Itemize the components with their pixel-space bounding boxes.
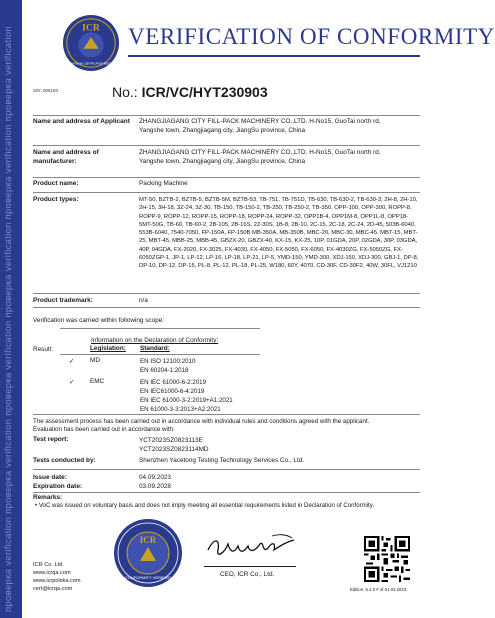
product-types-label: Product types: [33,196,79,203]
applicant-label: Name and address of Applicant [33,118,130,125]
side-band-text: проверка verification проверка verification проверка verification проверка verification проверка verification проверка verification [3,26,14,612]
side-band [0,0,22,618]
remarks-bullet: • VoC was issued on voluntary basis and does not imply meeting all essential requirements listed in Declaration of Conformity. [35,502,375,509]
footer-contact [33,561,81,593]
footer-website-2[interactable]: www.icrpolska.com [33,578,81,584]
legislation-emc: EMC [90,378,105,385]
test-report-2: YCT2023SZ0823114MD [139,446,209,453]
standard-emc-4: EN 61000-3-3:2013+A2:2021 [140,406,221,413]
standard-md-2: EN 60204-1:2018 [140,367,189,374]
qr-code[interactable] [364,536,410,582]
divider [33,492,420,493]
trademark-value: n/a [139,297,148,304]
divider [33,192,420,193]
declaration-reference: Information on the Declaration of Conformity: [91,337,219,344]
certificate-number-label: No.: [112,84,142,100]
seal-ring-text: CONFORMITY VERIFIED [124,575,172,580]
divider [33,293,420,294]
divider [33,469,420,470]
assessment-text-2: Evaluation has been carried out in accordance with: [33,426,175,433]
divider [33,177,420,178]
seal-text: ICR [139,535,157,545]
standard-md-1: EN ISO 12100:2010 [140,358,196,365]
manufacturer-value: ZHANGJIAGANG CITY FILL-PACK MACHINERY CO.,LTD. H-No15, GuoTai north rd, Yangshe town, Zhangjiagang city, JiangSu province, China [139,149,381,165]
applicant-value: ZHANGJIAGANG CITY FILL-PACK MACHINERY CO.,LTD. H-No15, GuoTai north rd, Yangshe town, Zhangjiagang city, JiangSu province, China [139,118,381,134]
product-name-label: Product name: [33,180,79,187]
legislation-md: MD [90,357,100,364]
standard-emc-2: EN IEC61000-6-4:2019 [140,388,205,395]
header-divider [128,55,420,57]
certificate-number-value: ICR/VC/HYT230903 [141,84,268,100]
divider [33,115,420,116]
signature-line [204,566,296,567]
remarks-heading: Remarks: [33,494,63,501]
standard-header: Standard: [140,345,170,352]
tests-conducted-value: Shenzhen Yacetong Testing Technology Services Co., Ltd. [139,457,305,464]
certificate-number [112,84,268,100]
conformity-seal [112,517,184,589]
serial-number: S/N: 006193 [33,88,59,93]
check-icon: ✓ [69,379,75,386]
footer-website-1[interactable]: www.icrqa.com [33,570,71,576]
footer-company: ICR Co. Ltd. [33,562,64,568]
test-report-label: Test report: [33,436,69,443]
tests-conducted-label: Tests conducted by: [33,457,96,464]
edition-note: Edition: 5.1.0 # of 01.03.2023 [350,587,407,592]
signature [200,528,300,564]
expiration-date-label: Expiration date: [33,483,83,490]
divider [33,307,420,308]
divider [60,328,260,329]
page-title: VERIFICATION OF CONFORMITY [128,24,495,49]
logo-text: ICR [82,22,100,34]
logo-subtext: INTERNATIONAL CERTIFICATION REGISTRAR [63,62,119,66]
test-report-1: YCT2023SZ0823113E [139,437,203,444]
manufacturer-label: Name and address of manufacturer: [33,149,99,165]
scope-title: Verification was carried within following scope: [33,317,165,324]
assessment-text-1: The assessment process has been carried out in accordance with individual rules and conditions agreed with the applicant. [33,418,370,425]
issue-date-value: 04.09.2023 [139,474,171,481]
divider [33,145,420,146]
icr-logo [62,14,120,72]
divider [33,414,420,415]
product-name-value: Packing Machine [139,180,188,187]
standard-emc-1: EN IEC 61000-6-2:2019 [140,379,207,386]
trademark-label: Product trademark: [33,297,93,304]
result-label: Result: [33,346,53,353]
signatory-title: CEO, ICR Co., Ltd. [220,571,275,578]
standard-emc-3: EN IEC 61000-3-2:2019+A1:2021 [140,397,233,404]
legislation-header: Legislation: [90,345,126,352]
product-types-value: MT-50, BZTB-2, BZTB-5, BZTB-5M, BZTB-53, TB-751, TB-751D, TB-630, TB-630-2, TB-630-3, 2H-8, 2H-10, 2H-15, 3H-18, 3Z-24, 3Z-30, TB-150, TB-150-2, TB-250, TB-250-2, TB-350, OPP-100, OPP-300, ROPP-8, ROPP-9, ROPP-12, ROPP-15, ROPP-18, ROPP-24, ROPP-32, OPP1B-4, OPP1M-8, OPP1L-8, OPP18-5MT-50G, TB-60, TB-60-2, 2B-105, 2B-16S, 2Z-30S, 1B-8, 2B-10, 2C-15, 2C-18, 2C-24, 2D-45, 503B-6040, 553B-6040, 7540-7050, FP-150A, FP-150B MB-350A, MB-350B, MBC-20, MBC-30, MBC-45, MBT-15, MBT-25, MBT-45, MBB-25, MBB-45, GBZX-20, GBZX-40, KX-15, KX-25, 10P, 01GDA, 20P, 02GDA, 30P, 03GDA, 40P, 04GDA, FX-2020, FX-3025, FX-4030, FX-4050, FX-5050, FX-6050, FX-4030ZG, FX-5050ZG, FX-6050ZGP-1, JP-1, LP-12, LP-16, LP-18, LP-21, LP-5, YMD-150, YMD-300, XDJ-150, XDJ-300, GBJ-1, DP-8, DP-10, DP-12, DP-15, PL-8, PL-12, PL-18, PL-25, W180, 60Y, 4070, CD-30F, CD-30F2, 40W, 30FL, VJ1210 [139,197,419,270]
footer-email[interactable]: cert@icrqa.com [33,586,73,592]
check-icon: ✓ [69,358,75,365]
expiration-date-value: 03.09.2028 [139,483,171,490]
divider [60,354,260,355]
issue-date-label: Issue date: [33,474,67,481]
